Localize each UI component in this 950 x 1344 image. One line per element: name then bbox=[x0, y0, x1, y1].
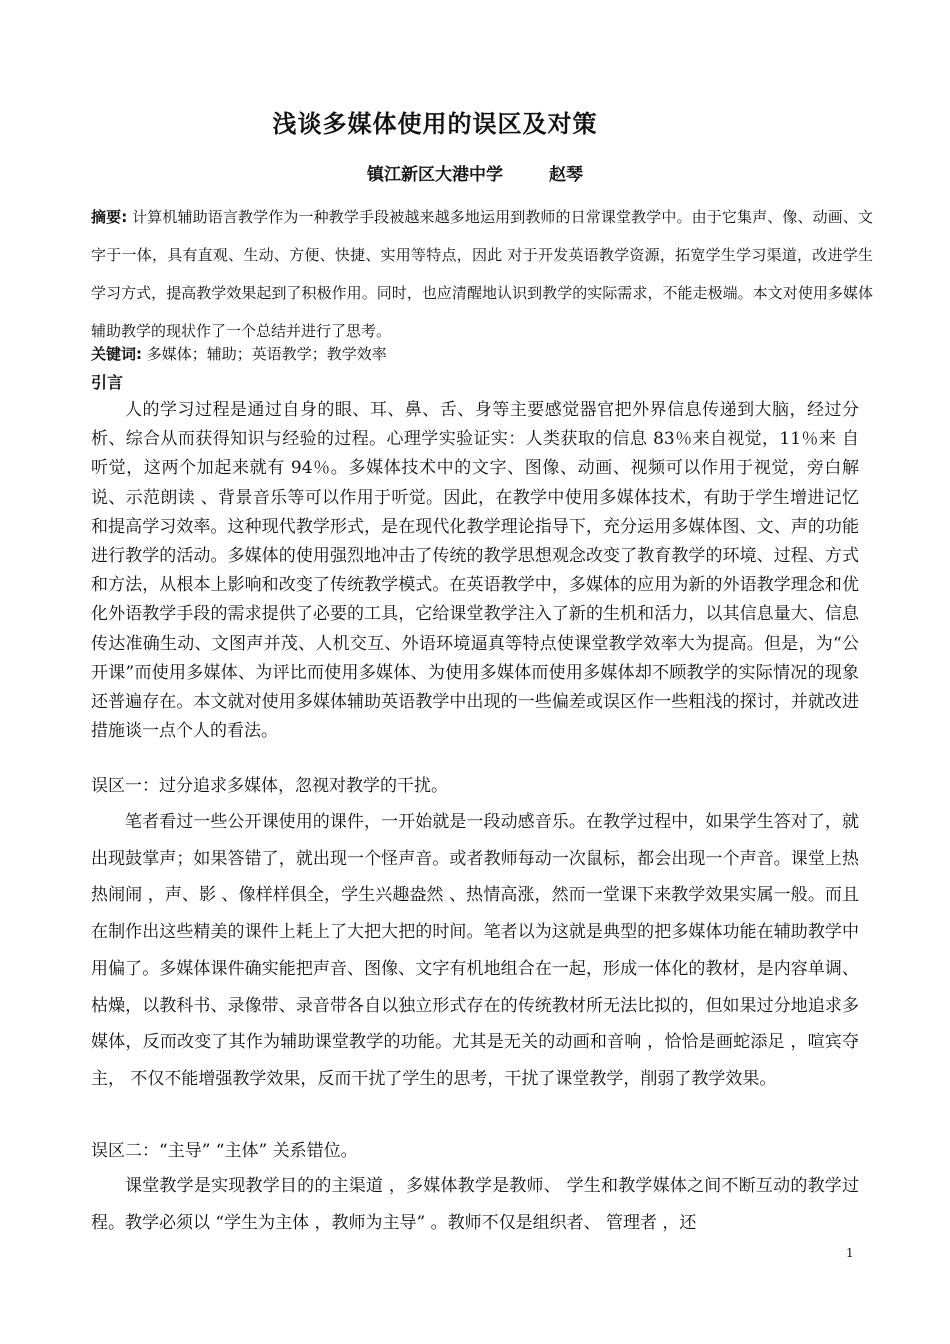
section-heading-2: 误区二：“主导” “主体” 关系错位。 bbox=[91, 1141, 358, 1161]
abstract-text: 计算机辅助语言教学作为一种教学手段被越来越多地运用到教师的日常课堂教学中。由于它集声、像、动画、文字于一体，具有直观、生动、方便、快捷、实用等特点，因此 对于开发英语教学资源，拓宽学生学习渠道，改进学生学习方式，提高教学效果起到了积极作用。同时，也应清醒地认识到教学的实际需求，不能走极端。本文对使用多媒体辅助教学的现状作了一个总结并进行了思考。 bbox=[91, 208, 873, 340]
section-paragraph-2: 课堂教学是实现教学目的的主渠道 ，多媒体教学是教师、 学生和教学媒体之间不断互动的教学过程。教学必须以 “学生为主体 ，教师为主导” 。教师不仅是组织者、 管理者 ，还 bbox=[91, 1176, 859, 1233]
section-paragraph-1: 笔者看过一些公开课使用的课件，一开始就是一段动感音乐。在教学过程中，如果学生答对了，就出现鼓掌声；如果答错了，就出现一个怪声音。或者教师每动一次鼠标，都会出现一个声音。课堂上热热闹闹 ，声、影 、像样样俱全，学生兴趣盎然 、热情高涨，然而一堂课下来教学效果实属一般。而且在制作出这些精美的课件上耗上了大把大把的时间。笔者以为这就是典型的把多媒体功能在辅助教学中用偏了。多媒体课件确实能把声音、图像、文字有机地组合在一起，形成一体化的教材，是内容单调、枯燥，以教科书、录像带、录音带各自以独立形式存在的传统教材所无法比拟的，但如果过分地追求多媒体，反而改变了其作为辅助课堂教学的功能。尤其是无关的动画和音响 ，恰恰是画蛇添足 ，喧宾夺主， 不仅不能增强教学效果，反而干扰了学生的思考，干扰了课堂教学，削弱了教学效果。 bbox=[91, 812, 859, 1089]
author-name: 赵琴 bbox=[549, 165, 583, 185]
page-number: 1 bbox=[846, 1246, 854, 1260]
keywords bbox=[91, 341, 873, 367]
keywords-label: 关键词: bbox=[91, 345, 142, 363]
school-name: 镇江新区大港中学 bbox=[367, 165, 503, 185]
page-title: 浅谈多媒体使用的误区及对策 bbox=[272, 110, 598, 138]
intro-heading: 引言 bbox=[91, 373, 124, 392]
section-heading-1: 误区一：过分追求多媒体，忽视对教学的干扰。 bbox=[91, 776, 448, 796]
keywords-text: 多媒体；辅助；英语教学；教学效率 bbox=[142, 345, 387, 363]
byline bbox=[0, 160, 950, 185]
abstract bbox=[91, 198, 873, 350]
abstract-label: 摘要: bbox=[91, 208, 128, 226]
intro-paragraph: 人的学习过程是通过自身的眼、耳、鼻、舌、身等主要感觉器官把外界信息传递到大脑，经过分析、综合从而获得知识与经验的过程。心理学实验证实：人类获取的信息 83％来自视觉，11％来 自听觉，这两个加起来就有 94％。多媒体技术中的文字、图像、动画、视频可以作用于视觉，旁白解说、示范朗读 、背景音乐等可以作用于听觉。因此，在教学中使用多媒体技术，有助于学生增进记忆和提高学习效率。这种现代教学形式，是在现代化教学理论指导下，充分运用多媒体图、文、声的功能进行教学的活动。多媒体的使用强烈地冲击了传统的教学思想观念改变了教育教学的环境、过程、方式和方法，从根本上影响和改变了传统教学模式。在英语教学中，多媒体的应用为新的外语教学理念和优化外语教学手段的需求提供了必要的工具，它给课堂教学注入了新的生机和活力，以其信息量大、信息传达准确生动、文图声并茂、人机交互、外语环境逼真等特点使课堂教学效率大为提高。但是，为“公开课”而使用多媒体、为评比而使用多媒体、为使用多媒体而使用多媒体却不顾教学的实际情况的现象还普遍存在。本文就对使用多媒体辅助英语教学中出现的一些偏差或误区作一些粗浅的探讨，并就改进措施谈一点个人的看法。 bbox=[91, 400, 859, 742]
